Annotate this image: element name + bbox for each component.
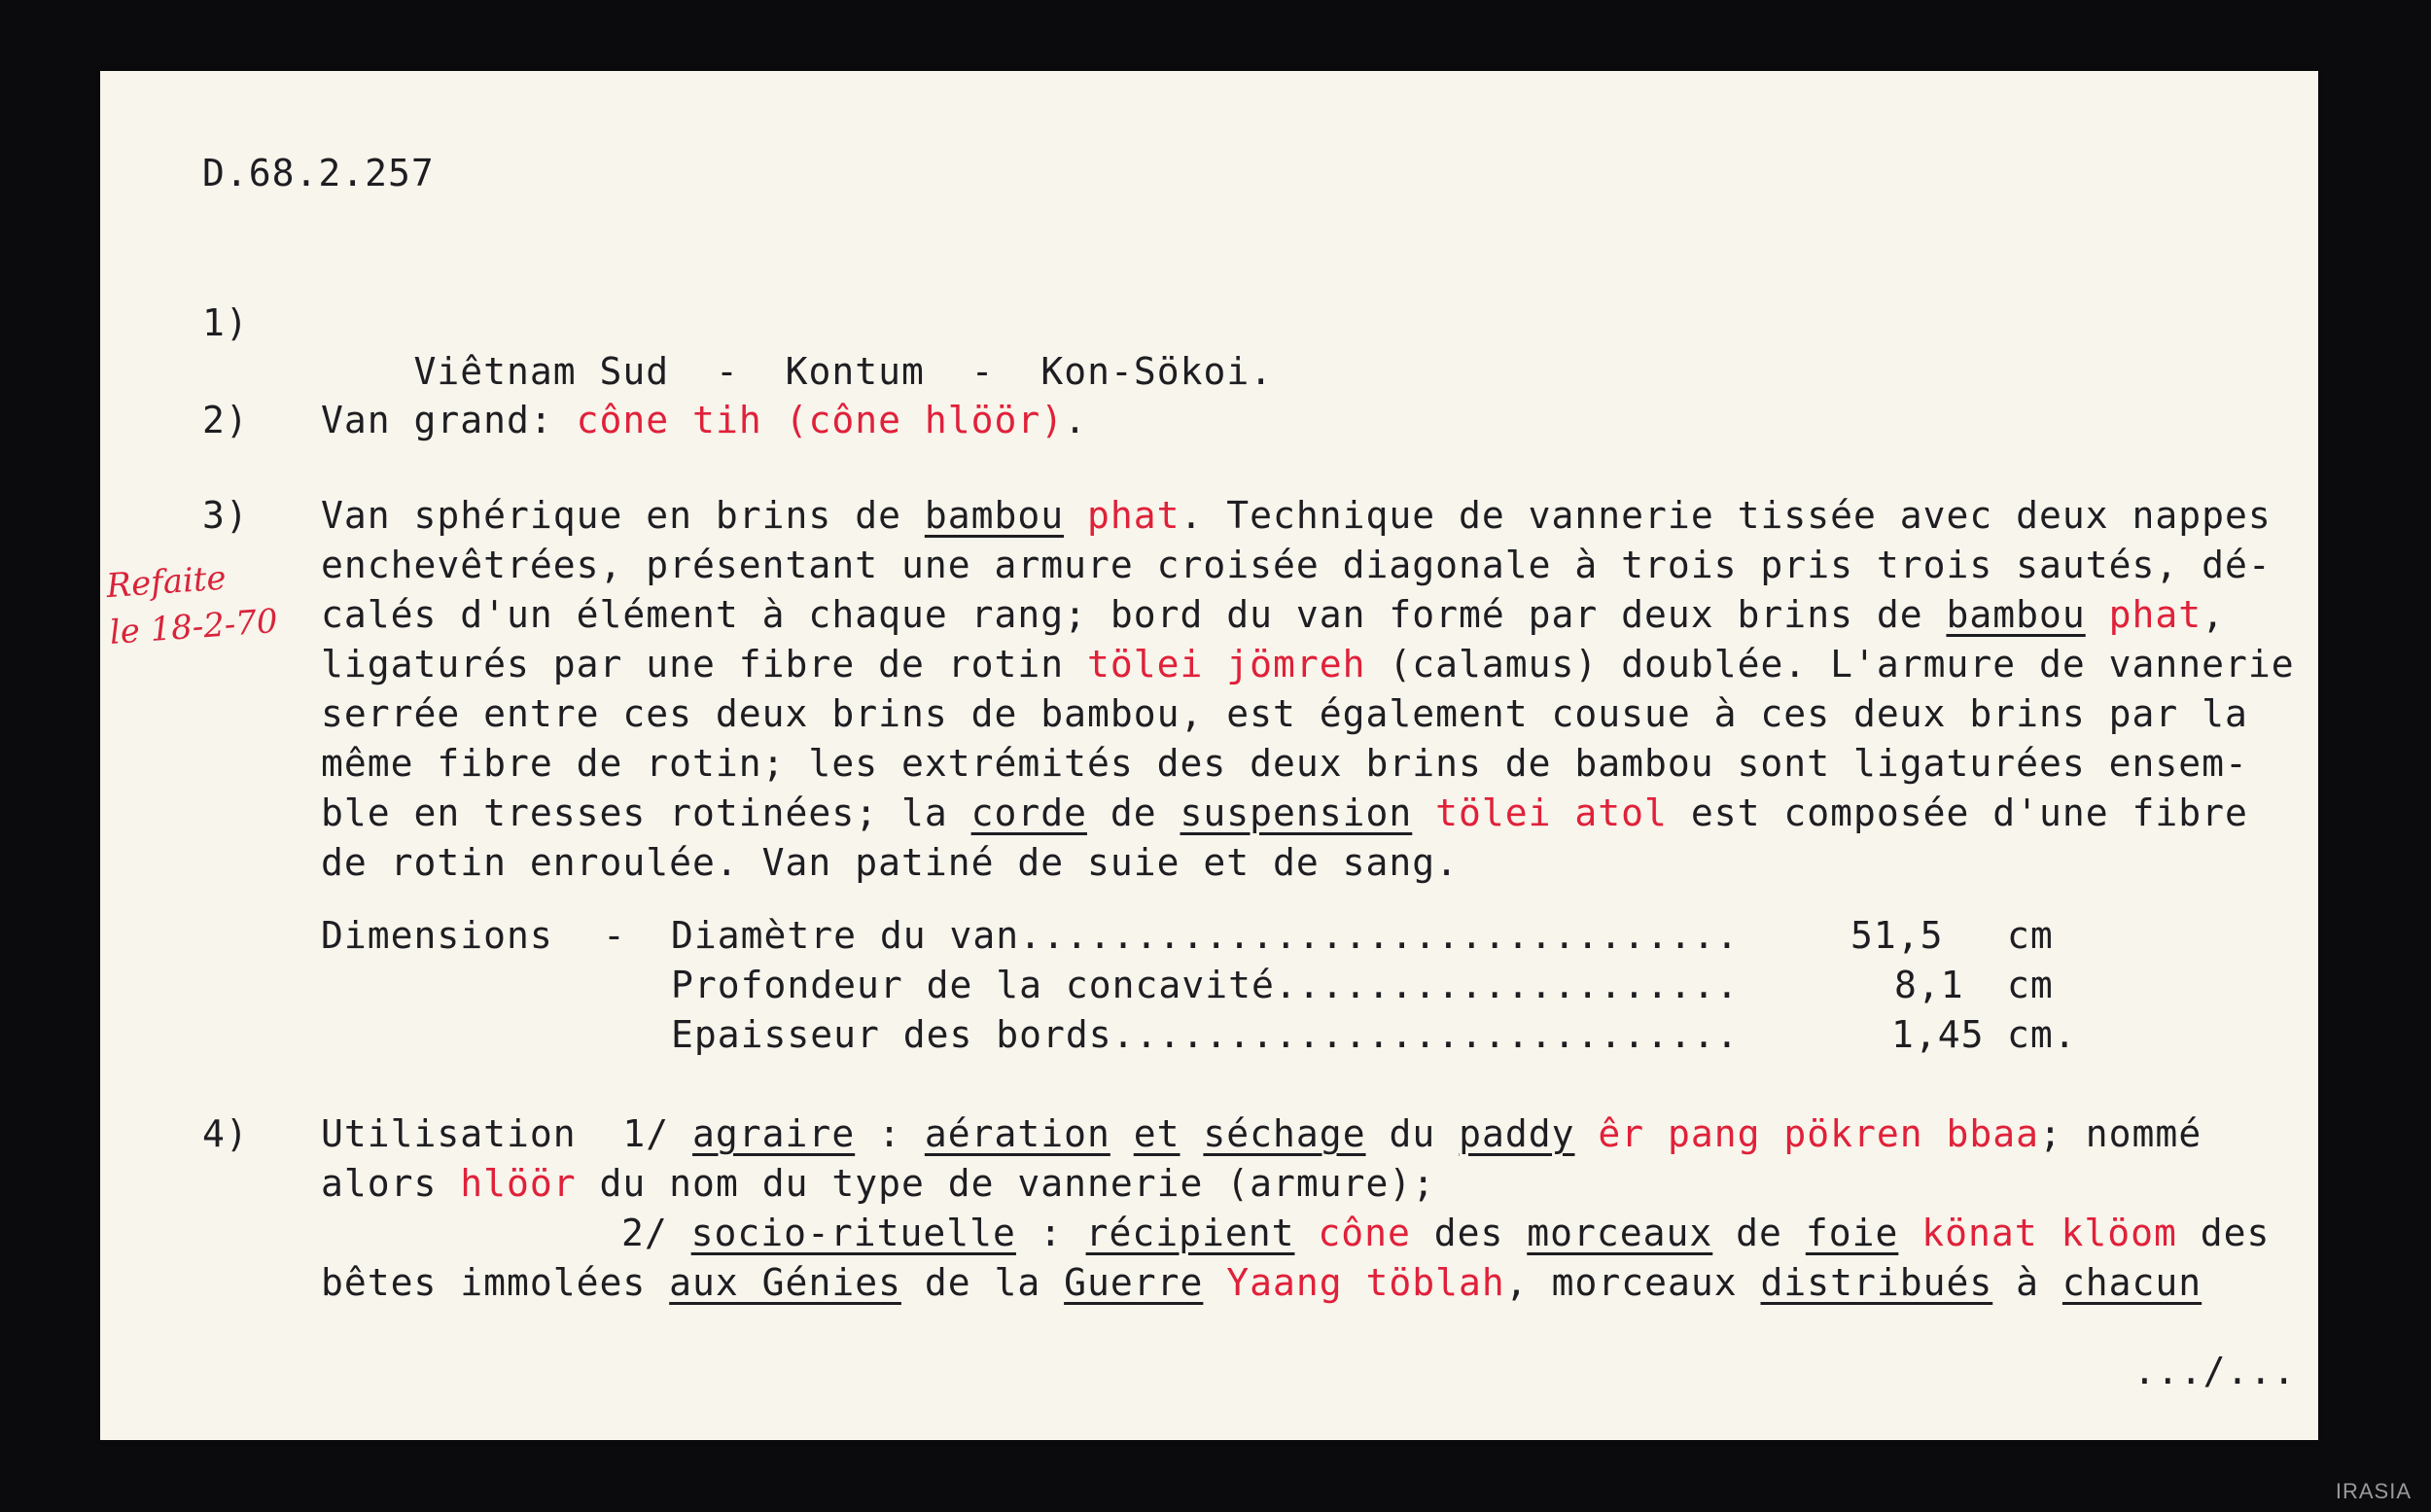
section-4-number: 4) — [202, 1112, 249, 1155]
text: de — [1086, 791, 1180, 834]
vernacular-term: hlöör — [460, 1162, 577, 1205]
vernacular-term: tölei jömreh — [1086, 643, 1366, 686]
period: . — [1064, 399, 1087, 441]
text — [1180, 1112, 1204, 1155]
handwritten-margin-note — [105, 551, 279, 656]
text: ble en tresses rotinées; la — [321, 791, 971, 834]
vernacular-term: phat — [1064, 494, 1180, 537]
underlined-term: aération — [924, 1112, 1110, 1155]
usage-line-1 — [321, 1109, 2202, 1158]
usage-line-2 — [321, 1159, 1435, 1208]
dimension-name: Diamètre du van............................... — [671, 914, 1740, 957]
underlined-term: paddy — [1459, 1112, 1575, 1155]
underlined-term: distribués — [1760, 1261, 1993, 1304]
usage-line-4 — [321, 1258, 2202, 1307]
text: à — [1992, 1261, 2062, 1304]
underlined-term: bambou — [924, 494, 1065, 537]
underlined-term: séchage — [1203, 1112, 1366, 1155]
vernacular-term: tölei atol — [1412, 791, 1668, 834]
province: Kontum — [785, 350, 925, 393]
underlined-term: bambou — [1946, 593, 2086, 636]
description-line-2: enchevêtrées, présentant une armure croisée diagonale à trois pris trois sautés, dé- — [321, 544, 2272, 586]
underlined-term: et — [1133, 1112, 1180, 1155]
archive-credit: IRASIA — [2335, 1479, 2412, 1503]
text: Van sphérique en brins de — [321, 494, 925, 537]
vernacular-term: êr pang pökren bbaa — [1574, 1112, 2040, 1155]
description-line-4 — [321, 640, 2295, 688]
usage-line-3 — [621, 1209, 2270, 1257]
vernacular-term: cône — [1294, 1212, 1411, 1254]
vernacular-term: könat klöom — [1898, 1212, 2177, 1254]
country: Viêtnam Sud — [413, 350, 670, 393]
underlined-term: récipient — [1085, 1212, 1295, 1254]
underlined-term: socio-rituelle — [690, 1212, 1016, 1254]
separator: - — [970, 350, 995, 393]
text: Utilisation 1/ — [321, 1112, 693, 1155]
text: est composée d'une fibre — [1667, 791, 2248, 834]
description-line-1 — [321, 491, 2272, 540]
underlined-term: corde — [970, 791, 1087, 834]
dimension-value: 8,1 — [1894, 964, 1964, 1006]
dimension-name: Profondeur de la concavité.................... — [671, 964, 1740, 1006]
vernacular-term: Yaang töblah — [1203, 1261, 1505, 1304]
underlined-term: chacun — [2061, 1261, 2202, 1304]
text: du nom du type de vannerie (armure); — [576, 1162, 1436, 1205]
text: : — [1015, 1212, 1086, 1254]
dimension-name: Epaisseur des bords........................... — [671, 1013, 1740, 1056]
text: de — [1712, 1212, 1806, 1254]
text: , morceaux — [1504, 1261, 1761, 1304]
dimension-unit: cm — [2007, 964, 2054, 1006]
text: 2/ — [621, 1212, 691, 1254]
description-line-5: serrée entre ces deux brins de bambou, est également cousue à ces deux brins par la — [321, 692, 2248, 735]
section-3-number: 3) — [202, 494, 249, 537]
underlined-term: Guerre — [1064, 1261, 1204, 1304]
text: : — [855, 1112, 925, 1155]
margin-note-line-2: le 18-2-70 — [108, 601, 279, 652]
text: (calamus) doublée. L'armure de vannerie — [1365, 643, 2295, 686]
vernacular-term: phat — [2085, 593, 2202, 636]
dimension-value: 51,5 — [1850, 914, 1944, 957]
underlined-term: aux Génies — [669, 1261, 901, 1304]
dimension-unit: cm. — [2007, 1013, 2077, 1056]
vernacular-name: cône tih (cône hlöör) — [576, 399, 1065, 441]
text: des — [2176, 1212, 2271, 1254]
dimension-row — [671, 961, 1739, 1009]
text: de la — [900, 1261, 1065, 1304]
dimension-row — [671, 1010, 1739, 1059]
text: ; nommé — [2039, 1112, 2202, 1155]
description-line-6: même fibre de rotin; les extrémités des deux brins de bambou sont ligaturées ensem- — [321, 742, 2248, 785]
catalog-card — [100, 71, 2318, 1440]
dimension-value: 1,45 — [1891, 1013, 1985, 1056]
underlined-term: morceaux — [1527, 1212, 1713, 1254]
village: Kon-Sökoi. — [1040, 350, 1274, 393]
text — [1110, 1112, 1134, 1155]
text: bêtes immolées — [321, 1261, 670, 1304]
text: . Technique de vannerie tissée avec deux nappes — [1180, 494, 2272, 537]
separator: - — [715, 350, 739, 393]
underlined-term: foie — [1805, 1212, 1899, 1254]
text: du — [1365, 1112, 1460, 1155]
reference-number: D.68.2.257 — [202, 152, 435, 194]
continued-marker: .../... — [2133, 1350, 2297, 1392]
description-line-7 — [321, 789, 2248, 837]
text: , — [2202, 593, 2226, 636]
text: des — [1410, 1212, 1528, 1254]
section-1-number: 1) — [202, 301, 249, 344]
section-2-number: 2) — [202, 399, 249, 441]
text: calés d'un élément à chaque rang; bord du van formé par deux brins de — [321, 593, 1947, 636]
underlined-term: suspension — [1180, 791, 1413, 834]
margin-note-line-1: Refaite — [105, 558, 228, 607]
dimensions-dash: - — [603, 914, 626, 957]
dimensions-label: Dimensions — [321, 914, 553, 957]
underlined-term: agraire — [692, 1112, 856, 1155]
text: ligaturés par une fibre de rotin — [321, 643, 1087, 686]
dimension-unit: cm — [2007, 914, 2054, 957]
description-line-8: de rotin enroulée. Van patiné de suie et de sang. — [321, 841, 1460, 884]
object-label: Van grand: — [321, 399, 577, 441]
description-line-3 — [321, 590, 2225, 639]
section-2-object-name — [321, 396, 1087, 444]
dimension-row — [671, 911, 1739, 960]
text: alors — [321, 1162, 461, 1205]
